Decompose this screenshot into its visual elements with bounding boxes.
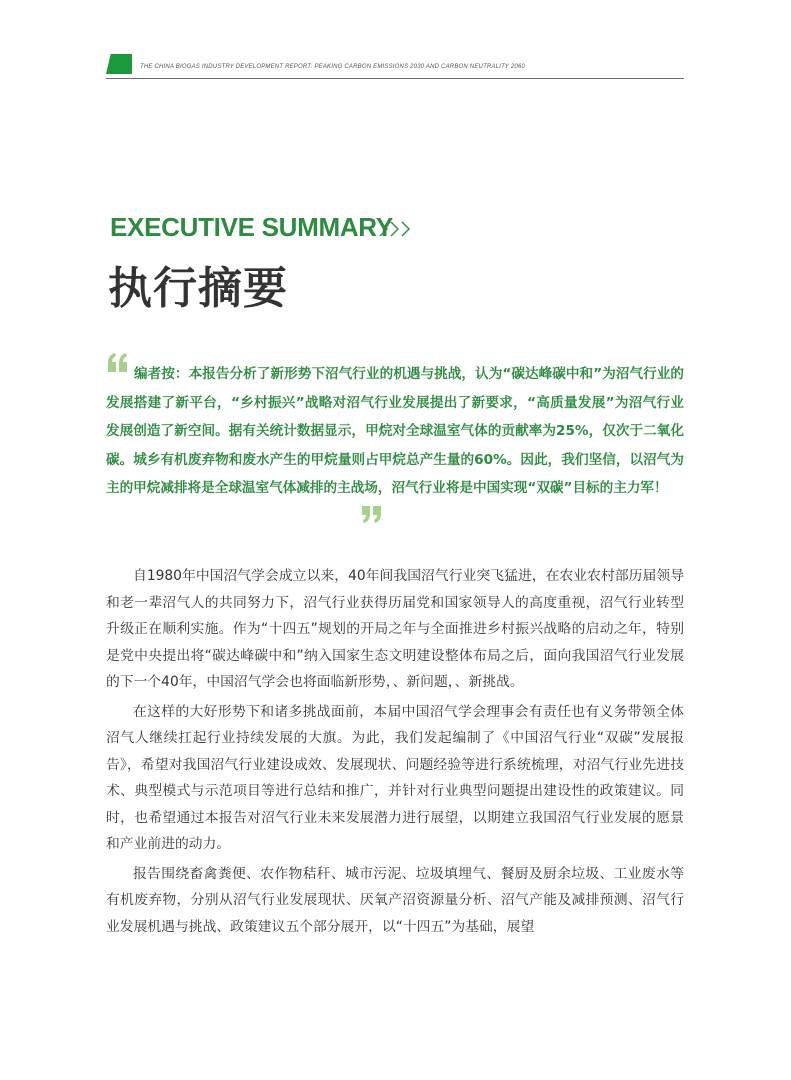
header-green-mark [106, 54, 132, 74]
page-title: 执行摘要 [108, 263, 288, 314]
editor-note: 编者按：本报告分析了新形势下沼气行业的机遇与挑战，认为“碳达峰碳中和”为沼气行业的发展搭建了新平台，“乡村振兴”战略对沼气行业发展提出了新要求，“高质量发展”为沼气行业发展创造了新空间。据有关统计数据显示，甲烷对全球温室气体的贡献率为25%，仅次于二氧化碳。城乡有机废弃物和废水产生的甲烷量则占甲烷总产生量的60%。因此，我们坚信，以沼气为主的甲烷减排将是全球温室气体减排的主战场，沼气行业将是中国实现“双碳”目标的主力军！ [106, 366, 684, 496]
body-text [106, 563, 684, 943]
paragraph: 自1980年中国沼气学会成立以来，40年间我国沼气行业突飞猛进，在农业农村部历届领导和老一辈沼气人的共同努力下，沼气行业获得历届党和国家领导人的高度重视，沼气行业转型升级正在顺利实施。作为“十四五”规划的开局之年与全面推进乡村振兴战略的启动之年，特别是党中央提出将“碳达峰碳中和”纳入国家生态文明建设整体布局之后，面向我国沼气行业发展的下一个40年，中国沼气学会也将面临新形势，、新问题，、新挑战。 [106, 568, 684, 690]
paragraph: 在这样的大好形势下和诸多挑战面前，本届中国沼气学会理事会有责任也有义务带领全体沼气人继续扛起行业持续发展的大旗。为此，我们发起编制了《中国沼气行业“双碳”发展报告》，希望对我国沼气行业建设成效、发展现状、问题经验等进行系统梳理，对沼气行业先进技术、典型模式与示范项目等进行总结和推广，并针对行业典型问题提出建设性的政策建议。同时，也希望通过本报告对沼气行业未来发展潜力进行展望，以期建立我国沼气行业发展的愿景和产业前进的动力。 [106, 703, 684, 852]
section-label-en: EXECUTIVE SUMMARY [110, 212, 393, 242]
chevron-triple-icon [378, 220, 414, 238]
header-divider [106, 78, 684, 79]
running-header: THE CHINA BIOGAS INDUSTRY DEVELOPMENT REPORT: PEAKING CARBON EMISSIONS 2030 AND CARBON NEUTRALITY 2060 [140, 64, 526, 70]
close-quote-icon [361, 506, 383, 524]
paragraph: 报告围绕畜禽粪便、农作物秸秆、城市污泥、垃圾填埋气、餐厨及厨余垃圾、工业废水等有机废弃物，分别从沼气行业发展现状、厌氧产沼资源量分析、沼气产能及减排预测、沼气行业发展机遇与挑战、政策建议五个部分展开，以“十四五”为基础，展望 [106, 865, 684, 935]
